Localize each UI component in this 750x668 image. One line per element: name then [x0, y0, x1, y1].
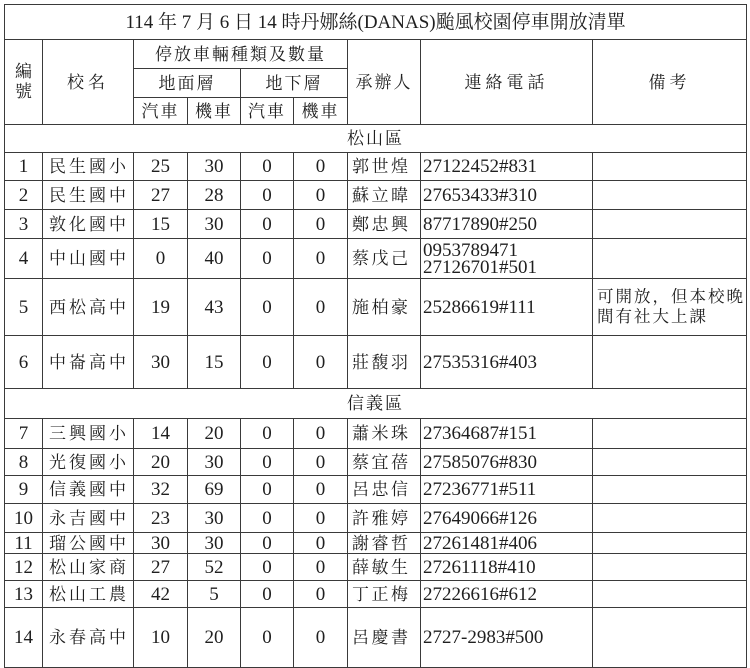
school-name: 光復國小	[43, 449, 134, 476]
contact-phone	[421, 476, 593, 504]
ground-car-count: 32	[134, 476, 188, 504]
header-row-1	[5, 40, 747, 69]
underground-motorcycle-count: 0	[294, 336, 348, 389]
row-number: 6	[5, 336, 43, 389]
remarks	[593, 449, 747, 476]
table-row	[5, 533, 747, 554]
school-name: 瑠公國中	[43, 533, 134, 554]
school-name: 三興國小	[43, 419, 134, 449]
district-label: 信義區	[5, 389, 747, 419]
ground-motorcycle-count: 69	[188, 476, 241, 504]
ground-car-count: 30	[134, 336, 188, 389]
row-number: 7	[5, 419, 43, 449]
school-name: 松山工農	[43, 581, 134, 608]
contact-person: 莊馥羽	[348, 336, 421, 389]
table-row	[5, 608, 747, 668]
contact-person: 丁正梅	[348, 581, 421, 608]
table-row	[5, 181, 747, 210]
underground-car-count: 0	[241, 449, 294, 476]
underground-car-count: 0	[241, 554, 294, 581]
header-underground-level: 地下層	[241, 69, 348, 98]
contact-phone	[421, 554, 593, 581]
ground-motorcycle-count: 5	[188, 581, 241, 608]
remarks	[593, 153, 747, 181]
header-phone: 連絡電話	[421, 40, 593, 125]
remarks	[593, 419, 747, 449]
phone-line: 27364687#151	[423, 423, 537, 444]
underground-car-count: 0	[241, 419, 294, 449]
remarks: 可開放，但本校晚間有社大上課	[593, 279, 747, 336]
phone-line: 87717890#250	[423, 213, 537, 235]
school-name: 民生國小	[43, 153, 134, 181]
underground-car-count: 0	[241, 504, 294, 533]
ground-motorcycle-count: 40	[188, 239, 241, 279]
contact-person: 鄭忠興	[348, 210, 421, 239]
ground-car-count: 10	[134, 608, 188, 668]
phone-line: 27226616#612	[423, 583, 537, 605]
remarks	[593, 533, 747, 554]
school-name: 永吉國中	[43, 504, 134, 533]
underground-motorcycle-count: 0	[294, 210, 348, 239]
district-row-xinyi	[5, 389, 747, 419]
contact-person: 施柏豪	[348, 279, 421, 336]
underground-car-count: 0	[241, 336, 294, 389]
contact-phone	[421, 419, 593, 449]
table-row	[5, 581, 747, 608]
phone-line: 27649066#126	[423, 507, 537, 529]
ground-car-count: 20	[134, 449, 188, 476]
underground-motorcycle-count: 0	[294, 239, 348, 279]
ground-motorcycle-count: 15	[188, 336, 241, 389]
row-number: 14	[5, 608, 43, 668]
remarks	[593, 581, 747, 608]
header-parking-types: 停放車輛種類及數量	[134, 40, 348, 69]
row-number: 5	[5, 279, 43, 336]
phone-line: 27653433#310	[423, 184, 537, 206]
header-ground-car: 汽車	[134, 98, 188, 125]
ground-motorcycle-count: 28	[188, 181, 241, 210]
header-school-name: 校名	[43, 40, 134, 125]
underground-car-count: 0	[241, 476, 294, 504]
header-ground-level: 地面層	[134, 69, 241, 98]
contact-person: 呂慶書	[348, 608, 421, 668]
remarks	[593, 336, 747, 389]
ground-car-count: 27	[134, 554, 188, 581]
ground-car-count: 0	[134, 239, 188, 279]
ground-motorcycle-count: 20	[188, 419, 241, 449]
underground-car-count: 0	[241, 533, 294, 554]
ground-motorcycle-count: 30	[188, 504, 241, 533]
phone-line-office: 27126701#501	[423, 256, 537, 278]
phone-line: 27261118#410	[423, 556, 536, 578]
underground-motorcycle-count: 0	[294, 153, 348, 181]
table-row	[5, 239, 747, 279]
table-title: 114 年 7 月 6 日 14 時丹娜絲(DANAS)颱風校園停車開放清單	[5, 5, 747, 40]
underground-motorcycle-count: 0	[294, 581, 348, 608]
contact-phone	[421, 210, 593, 239]
underground-motorcycle-count: 0	[294, 504, 348, 533]
remarks	[593, 476, 747, 504]
ground-motorcycle-count: 30	[188, 210, 241, 239]
school-name: 民生國中	[43, 181, 134, 210]
phone-line-mobile: 0953789471	[423, 239, 518, 261]
underground-car-count: 0	[241, 581, 294, 608]
table-row	[5, 504, 747, 533]
school-name: 松山家商	[43, 554, 134, 581]
remarks	[593, 239, 747, 279]
contact-person: 許雅婷	[348, 504, 421, 533]
phone-line: 27585076#830	[423, 451, 537, 473]
school-name: 中山國中	[43, 239, 134, 279]
phone-line: 25286619#111	[423, 296, 536, 318]
header-contact-person: 承辦人	[348, 40, 421, 125]
table-row	[5, 153, 747, 181]
table-row	[5, 554, 747, 581]
ground-motorcycle-count: 52	[188, 554, 241, 581]
row-number: 11	[5, 533, 43, 554]
header-underground-motorcycle: 機車	[294, 98, 348, 125]
ground-car-count: 14	[134, 419, 188, 449]
header-ground-motorcycle: 機車	[188, 98, 241, 125]
ground-motorcycle-count: 43	[188, 279, 241, 336]
phone-line: 27122452#831	[423, 156, 537, 177]
contact-phone	[421, 504, 593, 533]
table-row	[5, 279, 747, 336]
school-name: 永春高中	[43, 608, 134, 668]
table-row	[5, 419, 747, 449]
district-label: 松山區	[5, 125, 747, 153]
contact-person: 薛敏生	[348, 554, 421, 581]
header-number	[5, 40, 43, 125]
underground-car-count: 0	[241, 239, 294, 279]
row-number: 13	[5, 581, 43, 608]
phone-line: 27236771#511	[423, 479, 537, 500]
row-number: 10	[5, 504, 43, 533]
table-row	[5, 449, 747, 476]
ground-car-count: 27	[134, 181, 188, 210]
contact-phone	[421, 533, 593, 554]
remarks	[593, 210, 747, 239]
underground-car-count: 0	[241, 181, 294, 210]
underground-motorcycle-count: 0	[294, 554, 348, 581]
ground-car-count: 30	[134, 533, 188, 554]
ground-motorcycle-count: 30	[188, 449, 241, 476]
row-number: 3	[5, 210, 43, 239]
phone-line: 27261481#406	[423, 532, 537, 554]
underground-motorcycle-count: 0	[294, 419, 348, 449]
school-name: 西松高中	[43, 279, 134, 336]
school-name: 敦化國中	[43, 210, 134, 239]
ground-car-count: 25	[134, 153, 188, 181]
contact-phone	[421, 279, 593, 336]
contact-phone	[421, 239, 593, 279]
typhoon-parking-table	[4, 4, 747, 668]
contact-phone	[421, 608, 593, 668]
underground-motorcycle-count: 0	[294, 533, 348, 554]
underground-car-count: 0	[241, 608, 294, 668]
underground-car-count: 0	[241, 153, 294, 181]
ground-car-count: 19	[134, 279, 188, 336]
table-row	[5, 476, 747, 504]
school-name: 信義國中	[43, 476, 134, 504]
ground-motorcycle-count: 30	[188, 533, 241, 554]
header-number-label: 編號	[15, 62, 32, 101]
row-number: 1	[5, 153, 43, 181]
remarks	[593, 504, 747, 533]
remarks	[593, 181, 747, 210]
underground-motorcycle-count: 0	[294, 608, 348, 668]
contact-phone	[421, 449, 593, 476]
underground-motorcycle-count: 0	[294, 279, 348, 336]
row-number: 4	[5, 239, 43, 279]
contact-person: 蔡戊己	[348, 239, 421, 279]
row-number: 2	[5, 181, 43, 210]
phone-line: 2727-2983#500	[423, 627, 544, 648]
table-row	[5, 210, 747, 239]
contact-person: 蘇立暐	[348, 181, 421, 210]
ground-motorcycle-count: 20	[188, 608, 241, 668]
contact-person: 郭世煌	[348, 153, 421, 181]
ground-car-count: 42	[134, 581, 188, 608]
title-row	[5, 5, 747, 40]
underground-motorcycle-count: 0	[294, 449, 348, 476]
contact-person: 謝睿哲	[348, 533, 421, 554]
underground-motorcycle-count: 0	[294, 181, 348, 210]
district-row-songshan	[5, 125, 747, 153]
remarks	[593, 554, 747, 581]
contact-person: 蔡宜蓓	[348, 449, 421, 476]
contact-phone	[421, 581, 593, 608]
contact-person: 呂忠信	[348, 476, 421, 504]
contact-phone	[421, 336, 593, 389]
underground-car-count: 0	[241, 210, 294, 239]
ground-car-count: 15	[134, 210, 188, 239]
remarks	[593, 608, 747, 668]
row-number: 8	[5, 449, 43, 476]
ground-car-count: 23	[134, 504, 188, 533]
contact-phone	[421, 153, 593, 181]
contact-phone	[421, 181, 593, 210]
header-remarks: 備考	[593, 40, 747, 125]
phone-line: 27535316#403	[423, 351, 537, 373]
row-number: 9	[5, 476, 43, 504]
contact-person: 蕭米珠	[348, 419, 421, 449]
underground-motorcycle-count: 0	[294, 476, 348, 504]
header-underground-car: 汽車	[241, 98, 294, 125]
underground-car-count: 0	[241, 279, 294, 336]
ground-motorcycle-count: 30	[188, 153, 241, 181]
school-name: 中崙高中	[43, 336, 134, 389]
table-row	[5, 336, 747, 389]
row-number: 12	[5, 554, 43, 581]
